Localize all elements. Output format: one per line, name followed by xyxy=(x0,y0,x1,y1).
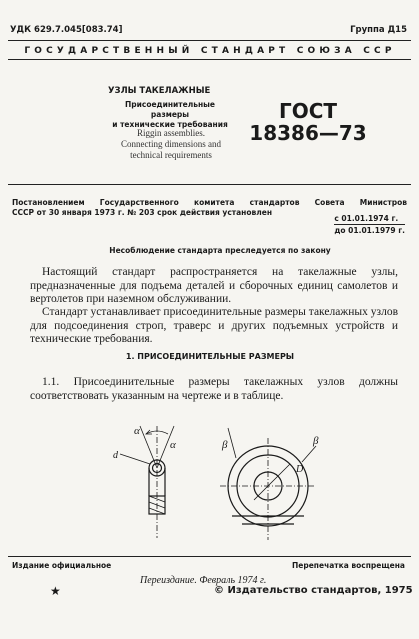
top-rule xyxy=(8,40,411,41)
technical-drawing xyxy=(0,418,419,548)
star-icon: ★ xyxy=(50,584,61,598)
alpha-label-right: α xyxy=(170,439,176,451)
reissue-note: Переиздание. Февраль 1974 г. xyxy=(140,575,267,586)
beta-label-right: β xyxy=(313,435,319,447)
english-title-line-3: technical requirements xyxy=(130,150,212,160)
reprint-note: Перепечатка воспрещена xyxy=(291,561,405,570)
alpha-label-left: α xyxy=(134,425,140,437)
clause-1-1: 1.1. Присоединительные размеры такелажных узлов должны соответствовать указанным на чертеже и в таблице. xyxy=(30,376,398,402)
state-standard-title: ГОСУДАРСТВЕННЫЙ СТАНДАРТ СОЮЗА ССР xyxy=(24,46,396,56)
standard-title: УЗЛЫ ТАКЕЛАЖНЫЕ xyxy=(108,86,211,96)
valid-to: до 01.01.1979 г. xyxy=(334,226,405,235)
scope-paragraph: Настоящий стандарт распространяется на такелажные узлы, предназначенные для подъема деталей и сборочных единиц самолетов и вертолетов при наземном обслуживании. xyxy=(30,266,398,305)
group-code: Группа Д15 xyxy=(350,25,407,35)
standard-subtitle xyxy=(105,100,235,130)
footer-rule xyxy=(8,556,411,557)
copyright-note: © Издательство стандартов, 1975 xyxy=(214,585,413,596)
D-label: D xyxy=(296,464,304,475)
gost-designation xyxy=(248,100,368,144)
english-title-line-2: Connecting dimensions and xyxy=(121,139,221,149)
subtitle-line-1: Присоединительные размеры xyxy=(124,100,216,119)
section-heading: 1. ПРИСОЕДИНИТЕЛЬНЫЕ РАЗМЕРЫ xyxy=(125,352,295,361)
valid-from: с 01.01.1974 г. xyxy=(334,213,405,225)
d-label: d xyxy=(113,450,118,461)
decree-line-2: СССР от 30 января 1973 г. № 203 срок действия установлен xyxy=(12,208,273,217)
purpose-paragraph: Стандарт устанавливает присоединительные размеры такелажных узлов для подсоединения строп, траверс и других подъемных устройств и технические требования. xyxy=(30,306,398,345)
noncompliance-notice: Несоблюдение стандарта преследуется по закону xyxy=(109,246,331,255)
subtitle-line-2: и технические требования xyxy=(112,120,228,129)
section-rule xyxy=(8,184,411,185)
english-title xyxy=(112,128,230,161)
publication-note: Издание официальное xyxy=(12,561,112,570)
front-view-drawing xyxy=(220,428,316,540)
gost-number: 18386—73 xyxy=(249,121,367,145)
validity-dates xyxy=(334,213,405,236)
udk-code: УДК 629.7.045[083.74] xyxy=(10,25,123,35)
side-view-drawing xyxy=(120,426,174,538)
top-rule-lower xyxy=(8,59,411,60)
english-title-line-1: Riggin assemblies. xyxy=(137,128,205,138)
decree-line-1: Постановлением Государственного комитета стандартов Совета Министров xyxy=(12,198,407,207)
gost-label: ГОСТ xyxy=(278,99,338,123)
beta-label-left: β xyxy=(222,439,228,451)
